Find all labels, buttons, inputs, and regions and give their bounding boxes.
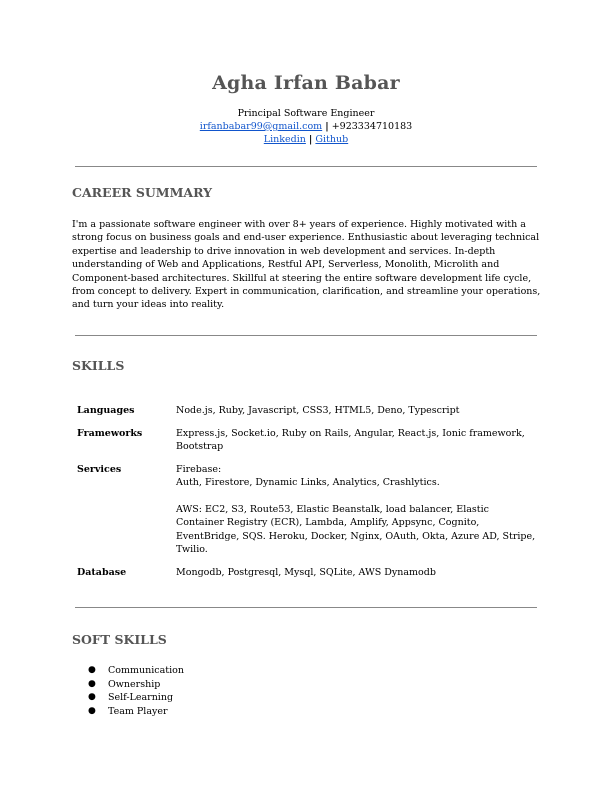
skill-value — [176, 463, 536, 557]
github-link[interactable]: Github — [315, 134, 349, 145]
soft-skill: Ownership — [108, 678, 161, 690]
skill-value: Node.js, Ruby, Javascript, CSS3, HTML5, Deno, Typescript — [176, 405, 460, 416]
soft-skill: Self-Learning — [108, 692, 174, 704]
aws-services: EC2, S3, Route53, Elastic Beanstalk, load balancer, Elastic Container Registry (ECR), Lambda, Amplify, Appsync, Cognito, EventBridge, SQS. — [176, 503, 489, 542]
skill-label: Services — [77, 463, 122, 475]
job-title: Principal Software Engineer — [237, 108, 375, 119]
skill-label: Frameworks — [77, 427, 143, 439]
soft-skill: Team Player — [108, 705, 168, 717]
bullet-icon: ● — [88, 692, 96, 703]
bullet-icon: ● — [88, 665, 96, 675]
soft-skills-heading: SOFT SKILLS — [72, 632, 167, 647]
skill-row-database — [72, 566, 536, 580]
contact-separator: | — [325, 121, 329, 132]
skills-table — [72, 404, 536, 579]
contact-line — [0, 121, 612, 132]
skill-label: Database — [77, 566, 127, 578]
career-summary-heading: CAREER SUMMARY — [72, 185, 213, 200]
career-summary-text: I'm a passionate software engineer with over 8+ years of experience. Highly motivated with a strong focus on business goals and end-user experience. Enthusiastic about leveraging technical expertise and leadership to drive innovation in web development and services. In-depth understanding of Web and Applications, Restful API, Serverless, Monolith, Microlith and Component-based architectures. Skillful at steering the entire software development life cycle, from concept to delivery. Expert in communication, clarification, and streamline your operations, and turn your ideas into reality. — [72, 219, 541, 311]
other-services: Heroku, Docker, Nginx, OAuth, Okta, Azure AD, Stripe, Twilio. — [176, 530, 536, 555]
skill-row-languages — [72, 404, 536, 418]
aws-services-block — [176, 503, 536, 557]
skill-row-frameworks — [72, 427, 536, 454]
skill-label: Languages — [77, 405, 135, 416]
aws-label: AWS: — [176, 503, 202, 515]
list-item — [72, 664, 184, 678]
firebase-label: Firebase: — [176, 463, 222, 475]
divider — [75, 607, 537, 608]
links-separator: | — [308, 134, 313, 145]
soft-skills-list — [72, 664, 184, 718]
list-item — [72, 691, 184, 705]
skill-row-services — [72, 463, 536, 557]
firebase-services: Auth, Firestore, Dynamic Links, Analytics, Crashlytics. — [176, 477, 440, 488]
divider — [75, 335, 537, 336]
phone-number: +923334710183 — [331, 121, 413, 132]
skill-value: Mongodb, Postgresql, Mysql, SQLite, AWS Dynamodb — [176, 566, 436, 578]
list-item — [72, 678, 184, 692]
divider — [75, 166, 537, 167]
skills-heading: SKILLS — [72, 358, 125, 373]
bullet-icon: ● — [88, 705, 96, 716]
email-link[interactable]: irfanbabar99@gmail.com — [199, 121, 323, 132]
profile-links — [0, 134, 612, 145]
candidate-name: Agha Irfan Babar — [212, 72, 400, 94]
bullet-icon: ● — [88, 678, 96, 689]
linkedin-link[interactable]: Linkedin — [263, 134, 306, 145]
list-item — [72, 705, 184, 719]
soft-skill: Communication — [108, 665, 184, 676]
skill-value: Express.js, Socket.io, Ruby on Rails, Angular, React.js, Ionic framework, Bootstrap — [176, 427, 525, 452]
